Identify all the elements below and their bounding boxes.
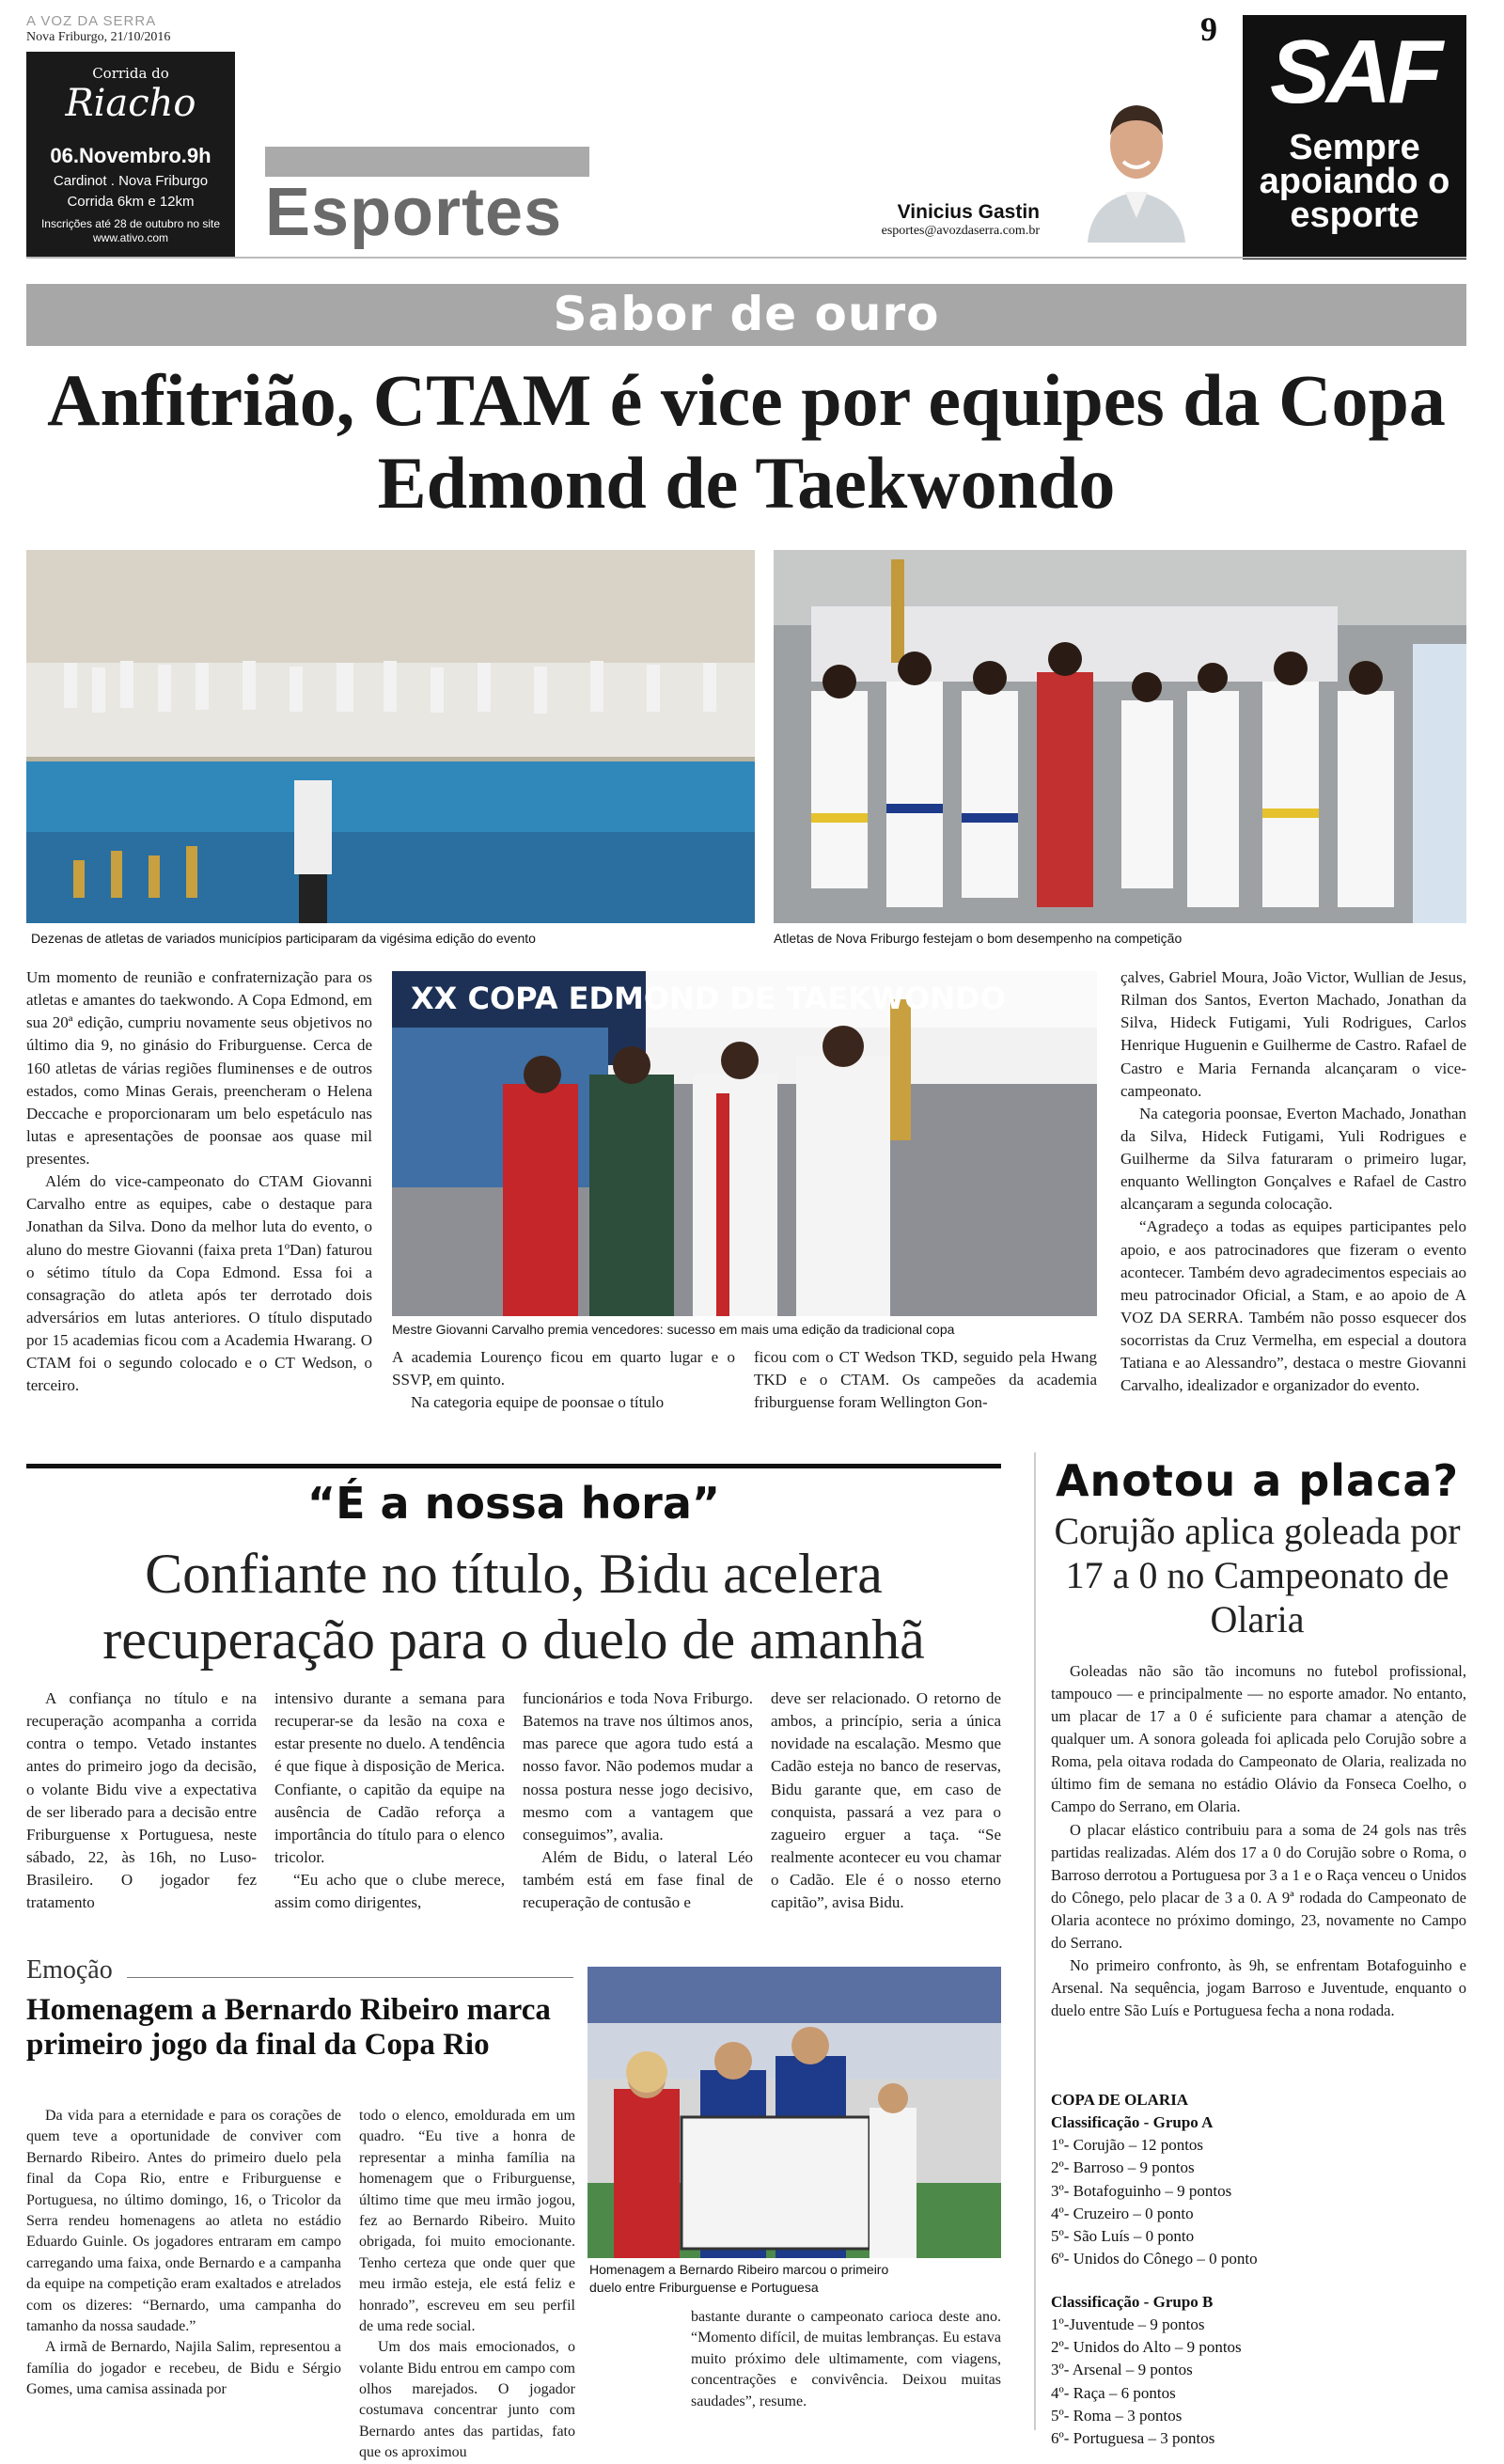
lead-col-4-p3: “Agradeço a todas as equipes participantes pelo apoio, e aos patrocinadores que fizeram o evento acontecer. Também devo agradecimentos especiais ao meu patrocinador Oficial, a Stam, e ao apoio de A VOZ DA SERRA. Também não posso esquecer dos socorristas da Cruz Vermelha, em especial a doutora Tatiana e ao Alessandro”, destaca o mestre Giovanni Carvalho, idealizador e organizador do evento.	[1120, 1217, 1466, 1395]
group-b-title: Classificação - Grupo B	[1051, 2293, 1214, 2311]
award-banner-text: XX COPA EDMOND DE TAEKWONDO	[411, 981, 1006, 1016]
group-a-row: 6º- Unidos do Cônego – 0 ponto	[1051, 2249, 1258, 2268]
lead-headline: Anfitrião, CTAM é vice por equipes da Copa Edmond de Taekwondo	[47, 359, 1446, 525]
award-photo-caption: Mestre Giovanni Carvalho premia vencedores: sucesso em mais uma edição da tradicional copa	[392, 1322, 955, 1337]
lead-col-3-p1: ficou com o CT Wedson TKD, seguido pela Hwang TKD e o CTAM. Os campeões da academia friburguense foram Wellington Gon-	[754, 1348, 1097, 1412]
lead-col-1	[26, 966, 372, 1397]
group-b-row: 6º- Portuguesa – 3 pontos	[1051, 2428, 1215, 2447]
group-a-row: 2º- Barroso – 9 pontos	[1051, 2158, 1195, 2177]
section-bar	[265, 147, 589, 177]
group-b-row: 3º- Arsenal – 9 pontos	[1051, 2361, 1193, 2379]
athletes-photo	[774, 550, 1466, 923]
lead-col-3	[754, 1346, 1097, 1414]
riacho-logo: Corrida do Riacho	[65, 65, 196, 125]
bidu-col-4-p1: deve ser relacionado. O retorno de ambos, a princípio, seria a única novidade na escalação. Mesmo que Cadão esteja no banco de reservas, Bidu garante que, em caso de conquista, passará a vez para o zagueiro erguer a taça. “Se realmente acontecer eu vou chamar o Cadão. Ele é o nosso eterno capitão”, avisa Bidu.	[771, 1689, 1001, 1912]
masthead: A VOZ DA SERRA	[26, 13, 157, 29]
homenagem-col-1	[26, 2106, 341, 2400]
column-divider	[1034, 1452, 1036, 2430]
bidu-kicker: “É a nossa hora”	[306, 1478, 721, 1529]
olaria-table-title: COPA DE OLARIA	[1051, 2091, 1189, 2109]
bidu-col-1-p1: A confiança no título e na recuperação acompanha a corrida contra o tempo. Vetado instantes antes do primeiro jogo da decisão, o volante Bidu vive a expectativa de ser liberado para a decisão entre Friburguense x Portuguesa, neste sábado, 22, às 16h, no Luso-Brasileiro. O jogador fez tratamento	[26, 1689, 257, 1912]
homenagem-photo	[588, 1967, 1001, 2258]
homenagem-col-1-p2: A irmã de Bernardo, Najila Salim, representou a família do jogador e recebeu, de Bidu e Sérgio Gomes, uma camisa assinada por	[26, 2339, 341, 2398]
riacho-date: 06.Novembro.9h	[50, 144, 212, 167]
group-a-row: 3º- Botafoguinho – 9 pontos	[1051, 2181, 1232, 2200]
group-a-title: Classificação - Grupo A	[1051, 2113, 1214, 2132]
group-b-row: 5º- Roma – 3 pontos	[1051, 2406, 1183, 2425]
lead-kicker: Sabor de ouro	[553, 287, 940, 341]
group-b-row: 1º-Juventude – 9 pontos	[1051, 2315, 1205, 2334]
lead-col-2-p1: A academia Lourenço ficou em quarto lugar e o SSVP, em quinto.	[392, 1348, 735, 1389]
saf-logo: SAF	[1270, 22, 1439, 122]
olaria-text	[1051, 1660, 1466, 2022]
author-photo	[1078, 86, 1195, 243]
bidu-col-4	[771, 1687, 1001, 1914]
lead-col-1-p2: Além do vice-campeonato do CTAM Giovanni Carvalho entre as equipes, cabe o destaque para Jonathan da Silva. Dono da melhor luta do evento, o aluno do mestre Giovanni (faixa preta 1ºDan) faturou o sétimo título da Copa Edmond. Essa foi a consagração do atleta após ter derrotado dois adversários em lutas anteriores. O título disputado por 15 academias ficou com a Academia Hwarang. O CTAM foi o segundo colocado e o CT Wedson, o terceiro.	[26, 1172, 372, 1395]
bidu-col-3-p1: funcionários e toda Nova Friburgo. Batemos na trave nos últimos anos, mas parece que agora tudo está a nosso favor. Não podemos mudar a nossa postura nesse jogo decisivo, mesmo com a vantagem que conseguimos”, avalia.	[523, 1689, 753, 1844]
section-title: Esportes	[265, 175, 563, 250]
homenagem-col-3-p1: bastante durante o campeonato carioca deste ano. “Momento difícil, de muitas lembranças. Eu estava muito próximo dele ultimamente, com viagens, concentrações e convivência. Deixou muitas saudades”, resume.	[691, 2309, 1001, 2409]
award-photo	[392, 971, 1097, 1316]
lead-col-1-p1: Um momento de reunião e confraternização para os atletas e amantes do taekwondo. A Copa Edmond, em sua 20ª edição, cumpriu novamente seus objetivos no último dia 9, no ginásio do Friburguense. Cerca de 160 atletas de várias regiões fluminenses e de outros estados, como Minas Gerais, preencheram o Helena Deccache e proporcionaram um belo espetáculo nas lutas e apresentações de poonsae aos quase mil presentes.	[26, 968, 372, 1168]
author-name: Vinicius Gastin	[897, 201, 1040, 223]
page-number: 9	[1200, 10, 1217, 48]
bidu-col-2-p2: “Eu acho que o clube merece, assim como dirigentes,	[274, 1871, 505, 1912]
bidu-col-1	[26, 1687, 257, 1914]
olaria-p1: Goleadas não são tão incomuns no futebol profissional, tampouco — e principalmente — no esporte amador. No entanto, um placar de 17 a 0 é suficiente para chamar a atenção de qualquer um. A sonora goleada foi aplicada pelo Corujão sobre a Roma, pela oitava rodada do Campeonato de Olaria, realizada no último fim de semana no estádio Olávio da Fonseca Coelho, o Campo do Serrano, em Olaria.	[1051, 1662, 1466, 1816]
group-b-row: 2º- Unidos do Alto – 9 pontos	[1051, 2338, 1242, 2357]
homenagem-col-3	[691, 2307, 1001, 2412]
bidu-col-3	[523, 1687, 753, 1914]
olaria-p2: O placar elástico contribuiu para a soma de 24 gols nas três partidas realizadas. Além dos 17 a 0 do Corujão sobre o Roma, o Barroso derrotou a Portuguesa por 3 a 1 e o Raça venceu o Unidos do Cônego, pelo placar de 3 a 0. A 9ª rodada do Campeonato de Olaria acontece no próximo domingo, 23, novamente no Campo do Serrano.	[1051, 1820, 1466, 1952]
olaria-p3: No primeiro confronto, às 9h, se enfrentam Botafoguinho e Arsenal. Na sequência, jogam Barroso e Juventude, enquanto o duelo entre São Luís e Portuguesa fecha a nona rodada.	[1051, 1956, 1466, 2020]
athletes-photo-caption: Atletas de Nova Friburgo festejam o bom desempenho na competição	[774, 931, 1183, 946]
group-b-row: 4º- Raça – 6 pontos	[1051, 2383, 1176, 2402]
homenagem-photo-caption: Homenagem a Bernardo Ribeiro marcou o primeiro duelo entre Friburguense e Portuguesa	[589, 2262, 889, 2295]
homenagem-label: Emoção	[26, 1955, 113, 1985]
lead-col-4	[1120, 966, 1466, 1397]
homenagem-label-rule	[127, 1977, 573, 1978]
olaria-kicker: Anotou a placa?	[1055, 1455, 1460, 1506]
homenagem-col-2-p2: Um dos mais emocionados, o volante Bidu entrou em campo com olhos marejados. O jogador costumava concentrar junto com Bernardo antes das partidas, fato que os aproximou	[359, 2339, 575, 2461]
group-a-row: 5º- São Luís – 0 ponto	[1051, 2226, 1195, 2245]
bidu-col-2	[274, 1687, 505, 1914]
homenagem-col-2	[359, 2106, 575, 2464]
group-a-row: 1º- Corujão – 12 pontos	[1051, 2136, 1204, 2155]
saf-slogan: Sempre apoiando o esporte	[1259, 128, 1450, 236]
saf-ad[interactable]	[1243, 15, 1466, 259]
riacho-signup: Inscrições até 28 de outubro no site www.ativo.com	[40, 217, 221, 244]
issue-date: Nova Friburgo, 21/10/2016	[26, 30, 171, 44]
homenagem-col-1-p1: Da vida para a eternidade e para os corações de quem teve a oportunidade de conviver com Bernardo Ribeiro. Antes do primeiro duelo pela final da Copa Rio, entre e Friburguense e Portuguesa, no último domingo, 16, o Tricolor da Serra rendeu homenagens ao atleta no estádio Eduardo Guinle. Os jogadores entraram em campo carregando uma faixa, onde Bernardo e a campanha da equipe na competição eram exaltados e atrelados com os dizeres: “Bernardo, uma campanha do tamanho da nossa saudade.”	[26, 2108, 341, 2334]
gym-photo-caption: Dezenas de atletas de variados municípios participaram da vigésima edição do evento	[31, 931, 536, 946]
homenagem-headline: Homenagem a Bernardo Ribeiro marca primeiro jogo da final da Copa Rio	[26, 1993, 551, 2062]
lead-col-4-p1: çalves, Gabriel Moura, João Victor, Wullian de Jesus, Rilman dos Santos, Everton Machado, Jonathan da Silva, Hideck Futigami, Yuli Rodrigues, Carlos Henrique Huguenin e Guilherme de Castro. Rafael de Castro e Maria Fernanda alcançaram o vice-campeonato.	[1120, 968, 1466, 1100]
bidu-col-2-p1: intensivo durante a semana para recuperar-se da lesão na coxa e estar presente no duelo. A tendência é que fique à disposição de Merica. Confiante, o capitão da equipe na ausência de Cadão reforça a importância do título para o elenco tricolor.	[274, 1689, 505, 1866]
olaria-headline: Corujão aplica goleada por 17 a 0 no Campeonato de Olaria	[1054, 1510, 1461, 1640]
bidu-col-3-p2: Além de Bidu, o lateral Léo também está em fase final de recuperação de contusão e	[523, 1847, 753, 1912]
bidu-rule	[26, 1464, 1001, 1468]
riacho-distance: Corrida 6km e 12km	[67, 194, 195, 210]
gym-photo	[26, 550, 755, 923]
lead-col-4-p2: Na categoria poonsae, Everton Machado, Jonathan da Silva, Hideck Futigami, Yuli Rodrigues e Guilherme da Silva faturaram o primeiro lugar, enquanto Wellington Gonçalves e Rafael de Castro alcançaram a segunda colocação.	[1120, 1104, 1466, 1214]
header-divider	[26, 257, 1466, 259]
olaria-table	[1051, 2089, 1466, 2450]
lead-col-2-p2: Na categoria equipe de poonsae o título	[411, 1393, 665, 1412]
bidu-headline: Confiante no título, Bidu acelera recuperação para o duelo de amanhã	[102, 1543, 925, 1671]
lead-col-2	[392, 1346, 735, 1414]
group-a-row: 4º- Cruzeiro – 0 ponto	[1051, 2204, 1194, 2222]
homenagem-col-2-p1: todo o elenco, emoldurada em um quadro. “Eu tive a honra de representar a minha família na homenagem que o Friburguense, último time que meu irmão jogou, fez ao Bernardo Ribeiro. Muito obrigada, foi muito emocionante. Tenho certeza que onde quer que meu irmão esteja, ele está feliz e honrado”, escreveu em seu perfil de uma rede social.	[359, 2108, 575, 2334]
riacho-ad[interactable]	[26, 52, 235, 259]
author-email[interactable]: esportes@avozdaserra.com.br	[881, 224, 1040, 238]
riacho-location: Cardinot . Nova Friburgo	[53, 173, 209, 189]
